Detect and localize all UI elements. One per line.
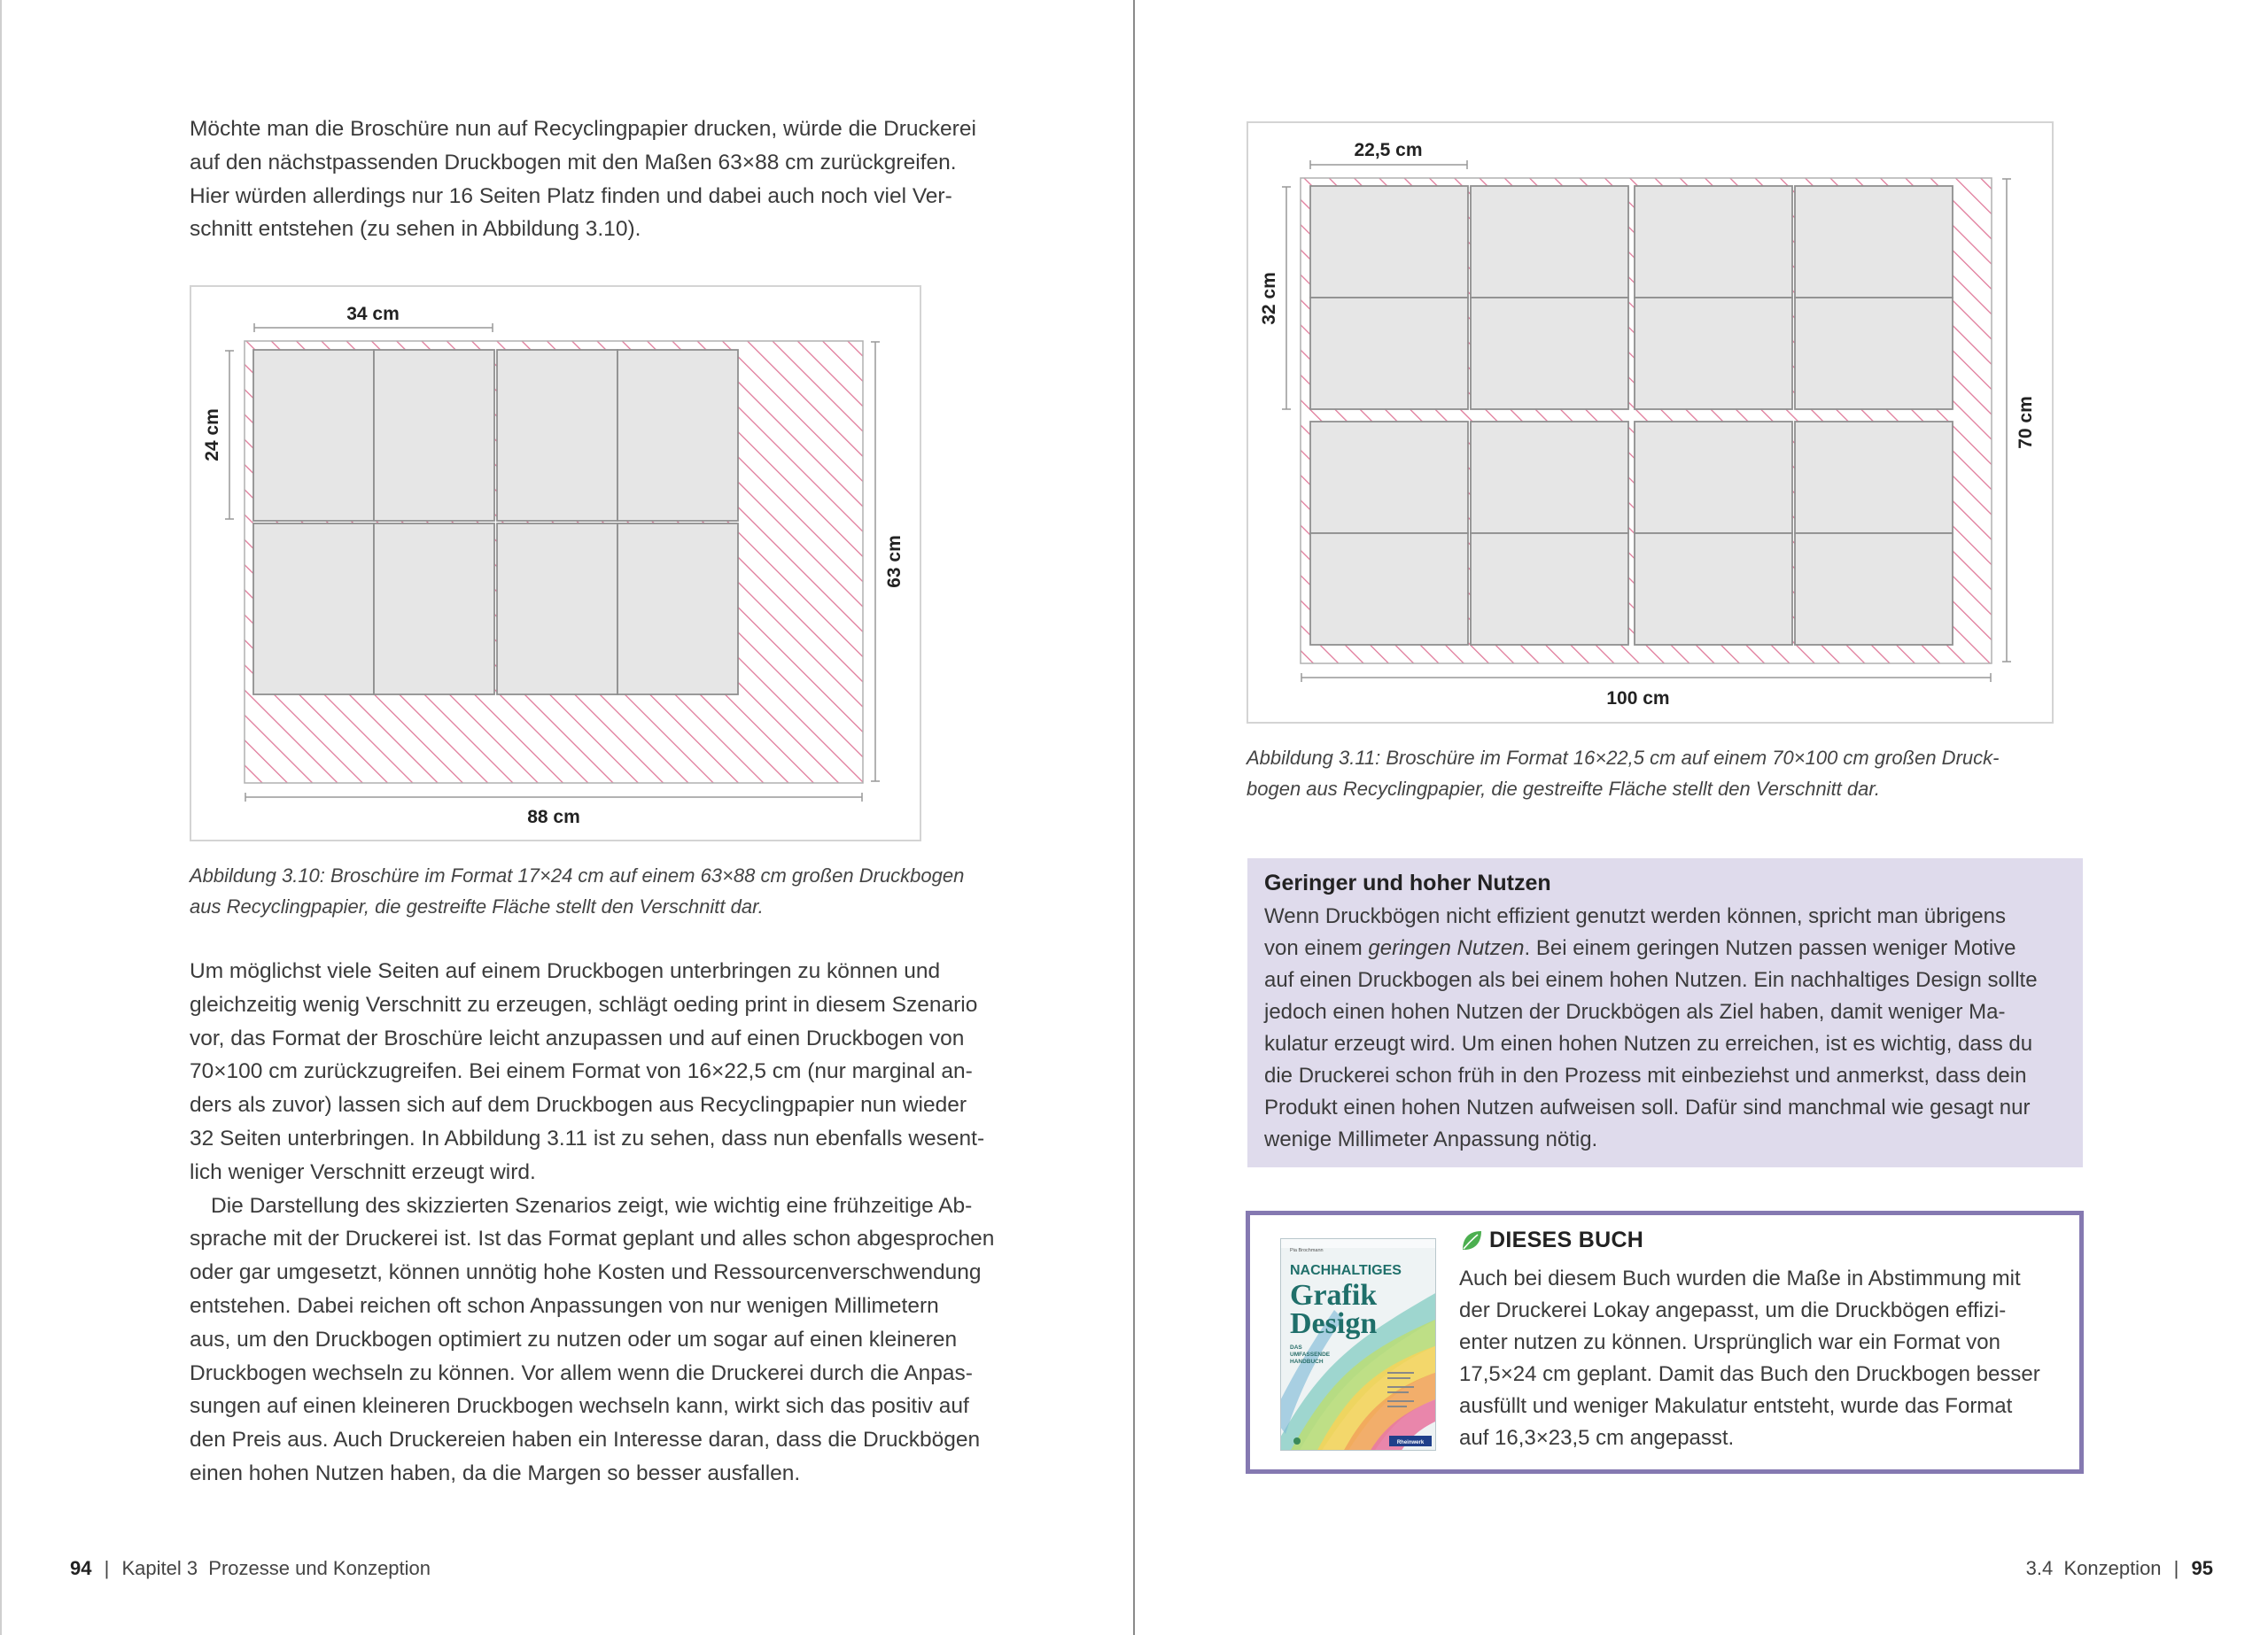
book-box-title: DIESES BUCH (1489, 1228, 1644, 1252)
cover-subtitle-3: HANDBUCH (1290, 1359, 1324, 1365)
caption-line: aus Recyclingpapier, die gestreifte Fläche stellt den Verschnitt dar. (190, 895, 764, 918)
cover-author: Pia Brochmann (1290, 1248, 1324, 1253)
text-line: auf einen Druckbogen als bei einem hohen Nutzen. Ein nachhaltiges Design sollte (1264, 968, 2038, 992)
text-line: Möchte man die Broschüre nun auf Recyclingpapier drucken, würde die Druckerei (190, 117, 976, 141)
sheet-height-label: 70 cm (2016, 396, 2036, 449)
text-line: aus, um den Druckbogen optimiert zu nutzen oder um sogar auf einen kleineren (190, 1327, 958, 1352)
sheet-width-label: 100 cm (1606, 688, 1670, 709)
sheet-diagram-63x88 (191, 287, 923, 843)
text-line: auf den nächstpassenden Druckbogen mit den Maßen 63×88 cm zurückgreifen. (190, 150, 957, 174)
cover-publisher: Rheinwerk (1396, 1440, 1425, 1445)
figure-caption-3-10 (190, 861, 1040, 922)
book-cover-art (1281, 1239, 1436, 1451)
height-dimension-label: 32 cm (1259, 272, 1279, 325)
footer-right (2026, 1557, 2213, 1580)
text-line: enter nutzen zu können. Ursprünglich war ein Format von (1459, 1330, 2000, 1354)
text-line: Hier würden allerdings nur 16 Seiten Platz finden und dabei auch noch viel Ver- (190, 183, 952, 208)
caption-line: Abbildung 3.10: Broschüre im Format 17×24 cm auf einem 63×88 cm großen Druckbogen (190, 864, 965, 887)
footer-separator: | (2173, 1557, 2179, 1579)
text-line: ausfüllt und weniger Makulatur entsteht, wurde das Format (1459, 1394, 2013, 1418)
text-line: einen hohen Nutzen haben, da die Margen so besser ausfallen. (190, 1461, 801, 1485)
book-note-box (1246, 1211, 2084, 1474)
cover-title-2: Grafik (1290, 1279, 1378, 1312)
text-line: entstehen. Dabei reichen oft schon Anpassungen von nur wenigen Millimetern (190, 1293, 939, 1318)
text-line: jedoch einen hohen Nutzen der Druckbögen als Ziel haben, damit weniger Ma- (1264, 1000, 2006, 1024)
main-paragraph (190, 955, 1024, 1491)
text-line: sungen auf einen kleineren Druckbogen wechseln kann, wirkt sich das positiv auf (190, 1394, 969, 1419)
book-box-text (1459, 1263, 2057, 1454)
text-line: den Preis aus. Auch Druckereien haben ein Interesse daran, dass die Druckbögen (190, 1428, 981, 1453)
cover-subtitle-2: UMFASSENDE (1290, 1352, 1331, 1358)
text-line: sprache mit der Druckerei ist. Ist das Format geplant und alles schon abgesprochen (190, 1227, 995, 1251)
text-line: Um möglichst viele Seiten auf einem Druckbogen unterbringen zu können und (190, 959, 941, 983)
cover-subtitle-1: DAS (1290, 1344, 1302, 1351)
caption-line: bogen aus Recyclingpapier, die gestreifte Fläche stellt den Verschnitt dar. (1247, 777, 1880, 800)
sheet-height-label: 63 cm (884, 535, 905, 588)
text-span: . Bei einem geringen Nutzen passen weniger Motive (1524, 936, 2016, 960)
text-span: von einem (1264, 936, 1369, 960)
text-line: ders als zuvor) lassen sich auf dem Druckbogen aus Recyclingpapier nun wieder (190, 1093, 967, 1118)
cover-title-3: Design (1290, 1307, 1378, 1340)
height-dimension-label: 24 cm (202, 408, 222, 461)
leaf-icon (1459, 1228, 1484, 1253)
text-line: auf 16,3×23,5 cm angepasst. (1459, 1426, 1735, 1450)
page-number: 95 (2191, 1557, 2213, 1579)
info-box-text (1264, 901, 2066, 1156)
running-header-chapter: Kapitel 3 Prozesse und Konzeption (121, 1557, 431, 1579)
text-line: vor, das Format der Broschüre leicht anzupassen und auf einen Druckbogen von (190, 1026, 965, 1050)
text-line: 32 Seiten unterbringen. In Abbildung 3.11 ist zu sehen, dass nun ebenfalls wesent- (190, 1126, 985, 1151)
text-line: wenige Millimeter Anpassung nötig. (1264, 1127, 1598, 1151)
right-page (1133, 0, 2268, 1635)
text-line: 70×100 cm zurückzugreifen. Bei einem Format von 16×22,5 cm (nur marginal an- (190, 1059, 973, 1084)
text-line: gleichzeitig wenig Verschnitt zu erzeugen, schlägt oeding print in diesem Szenario (190, 992, 978, 1017)
text-line: Produkt einen hohen Nutzen aufweisen soll. Dafür sind manchmal wie gesagt nur (1264, 1096, 2031, 1120)
width-dimension-label: 22,5 cm (1354, 140, 1423, 160)
caption-line: Abbildung 3.11: Broschüre im Format 16×22,5 cm auf einem 70×100 cm großen Druck- (1247, 747, 2000, 769)
info-box-title: Geringer und hoher Nutzen (1264, 871, 1551, 895)
text-line: kulatur erzeugt wird. Um einen hohen Nutzen zu erreichen, ist es wichtig, dass du (1264, 1032, 2033, 1056)
cover-title-1: NACHHALTIGES (1290, 1263, 1402, 1278)
text-line: 17,5×24 cm geplant. Damit das Buch den Druckbogen besser (1459, 1362, 2040, 1386)
width-dimension-label: 34 cm (346, 304, 400, 324)
info-box-nutzen (1247, 858, 2083, 1167)
sheet-width-label: 88 cm (527, 807, 580, 827)
text-line: Auch bei diesem Buch wurden die Maße in Abstimmung mit (1459, 1267, 2021, 1290)
cover-leaf-mark (1293, 1437, 1301, 1445)
emphasis-term: geringen Nutzen (1368, 936, 1525, 960)
text-line: Die Darstellung des skizzierten Szenarios zeigt, wie wichtig eine frühzeitige Ab- (211, 1193, 973, 1218)
figure-3-11 (1247, 121, 2054, 724)
text-line (1264, 933, 2066, 965)
figure-caption-3-11 (1247, 743, 2132, 804)
text-line: oder gar umgesetzt, können unnötig hohe Kosten und Ressourcenverschwendung (190, 1260, 982, 1285)
book-cover-image (1280, 1238, 1436, 1451)
text-line: Druckbogen wechseln zu können. Vor allem wenn die Druckerei durch die Anpas- (190, 1360, 973, 1385)
text-line: schnitt entstehen (zu sehen in Abbildung 3.10). (190, 217, 641, 242)
text-line: die Druckerei schon früh in den Prozess mit einbeziehst und anmerkst, dass dein (1264, 1064, 2027, 1088)
text-line: lich weniger Verschnitt erzeugt wird. (190, 1159, 536, 1184)
intro-paragraph (190, 112, 1024, 246)
left-page (0, 0, 1133, 1635)
sheet-diagram-70x100 (1248, 123, 2055, 725)
footer-separator: | (104, 1557, 110, 1579)
figure-3-10 (190, 285, 921, 841)
text-line: Wenn Druckbögen nicht effizient genutzt werden können, spricht man übrigens (1264, 904, 2006, 928)
page-number: 94 (70, 1557, 92, 1579)
text-line: der Druckerei Lokay angepasst, um die Druckbögen effizi- (1459, 1298, 2007, 1322)
footer-left (70, 1557, 431, 1580)
running-header-section: 3.4 Konzeption (2025, 1557, 2162, 1579)
